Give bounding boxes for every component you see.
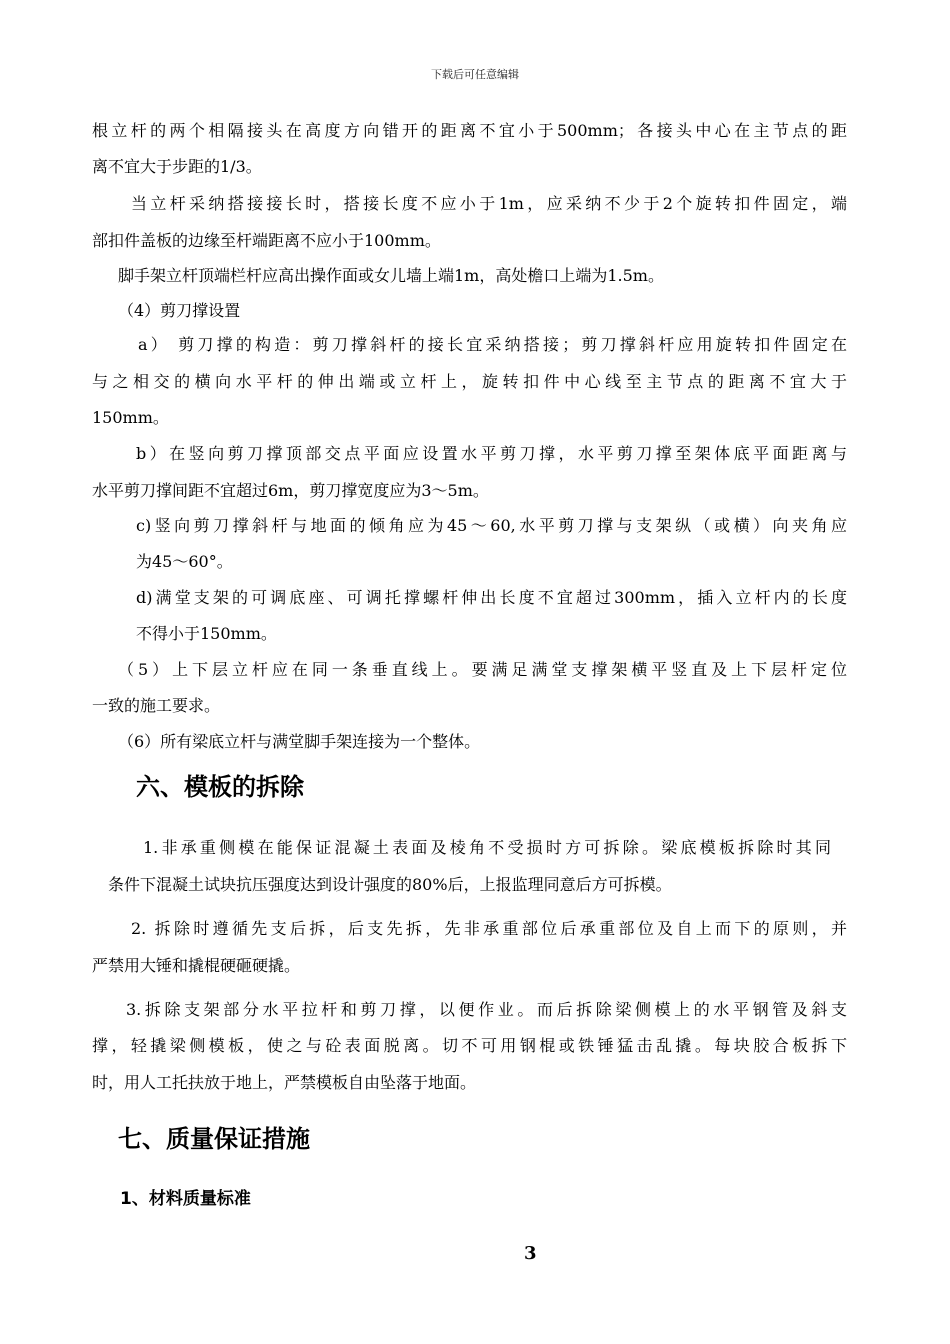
paragraph-line: 离不宜大于步距的1/3。 bbox=[92, 157, 262, 176]
page-number: 3 bbox=[524, 1243, 537, 1264]
paragraph-line: c)竖向剪刀撑斜杆与地面的倾角应为45～60,水平剪刀撑与支架纵（或横）向夹角应 bbox=[136, 516, 847, 535]
subsection-heading: 1、材料质量标准 bbox=[120, 1189, 251, 1209]
paragraph-line: 当立杆采纳搭接接长时，搭接长度不应小于1m，应采纳不少于2个旋转扣件固定，端 bbox=[131, 194, 847, 213]
paragraph-line: a） 剪刀撑的构造：剪刀撑斜杆的接长宜采纳搭接；剪刀撑斜杆应用旋转扣件固定在 bbox=[138, 335, 847, 354]
paragraph-line: （6）所有梁底立杆与满堂脚手架连接为一个整体。 bbox=[118, 732, 481, 751]
paragraph-line: 3.拆除支架部分水平拉杆和剪刀撑，以便作业。而后拆除梁侧模上的水平钢管及斜支 bbox=[126, 1000, 847, 1019]
paragraph-line: 与之相交的横向水平杆的伸出端或立杆上，旋转扣件中心线至主节点的距离不宜大于 bbox=[92, 372, 847, 391]
paragraph-line: 撑，轻撬梁侧模板，使之与砼表面脱离。切不可用钢棍或铁锤猛击乱撬。每块胶合板拆下 bbox=[92, 1036, 847, 1055]
paragraph-line: 部扣件盖板的边缘至杆端距离不应小于100mm。 bbox=[92, 231, 441, 250]
paragraph-line: 脚手架立杆顶端栏杆应高出操作面或女儿墙上端1m，高处檐口上端为1.5m。 bbox=[118, 266, 664, 285]
paragraph-line: 1.非承重侧模在能保证混凝土表面及棱角不受损时方可拆除。梁底模板拆除时其同 bbox=[143, 838, 831, 857]
paragraph-line: 条件下混凝土试块抗压强度达到设计强度的80%后，上报监理同意后方可拆模。 bbox=[108, 875, 672, 894]
paragraph-line: 不得小于150mm。 bbox=[136, 624, 277, 643]
paragraph-line: 根立杆的两个相隔接头在高度方向错开的距离不宜小于500mm；各接头中心在主节点的距 bbox=[92, 121, 847, 140]
paragraph-line: 为45～60°。 bbox=[136, 552, 233, 571]
paragraph-line: 水平剪刀撑间距不宜超过6m，剪刀撑宽度应为3～5m。 bbox=[92, 481, 489, 500]
paragraph-line: 严禁用大锤和撬棍硬砸硬撬。 bbox=[92, 956, 301, 975]
paragraph-line: 一致的施工要求。 bbox=[92, 696, 221, 715]
paragraph-line: （5）上下层立杆应在同一条垂直线上。要满足满堂支撑架横平竖直及上下层杆定位 bbox=[118, 660, 847, 679]
header-watermark: 下载后可任意编辑 bbox=[431, 68, 519, 81]
paragraph-line: d)满堂支架的可调底座、可调托撑螺杆伸出长度不宜超过300mm，插入立杆内的长度 bbox=[136, 588, 847, 607]
paragraph-line: 150mm。 bbox=[92, 408, 169, 427]
paragraph-line: b）在竖向剪刀撑顶部交点平面应设置水平剪刀撑，水平剪刀撑至架体底平面距离与 bbox=[136, 444, 847, 463]
paragraph-line: 时，用人工托扶放于地上，严禁模板自由坠落于地面。 bbox=[92, 1073, 477, 1092]
paragraph-line: 2. 拆除时遵循先支后拆，后支先拆，先非承重部位后承重部位及自上而下的原则，并 bbox=[131, 919, 847, 938]
section-heading: 六、模板的拆除 bbox=[136, 773, 304, 801]
section-heading: 七、质量保证措施 bbox=[118, 1125, 310, 1153]
paragraph-line: （4）剪刀撑设置 bbox=[118, 301, 241, 320]
